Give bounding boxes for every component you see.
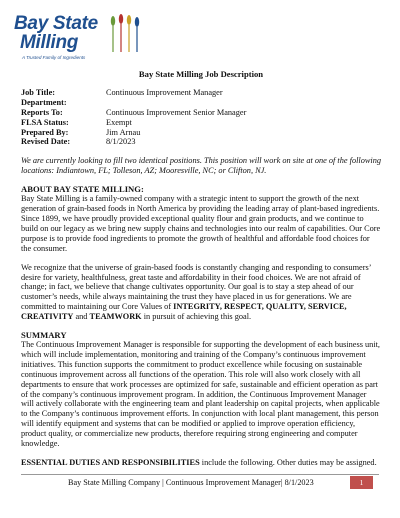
footer-text: Bay State Milling Company | Continuous Improvement Manager| 8/1/2023	[68, 478, 314, 487]
document-body	[21, 70, 381, 468]
job-info-table	[21, 88, 381, 147]
logo-tagline: A Trusted Family of Ingredients	[22, 55, 86, 60]
intro-paragraph: We are currently looking to fill two identical positions. This position will work on site at one of the following locations: Indiantown, FL; Tolleson, AZ; Mooresville, NC; or Clifton, NJ.	[21, 156, 381, 176]
about-paragraph-2-end: in pursuit of achieving this goal.	[141, 312, 252, 322]
duties-paragraph	[21, 458, 381, 468]
company-logo	[14, 12, 144, 62]
job-title-label: Job Title:	[21, 87, 56, 97]
core-value-teamwork: TEAMWORK	[89, 312, 142, 322]
duties-text: include the following. Other duties may be assigned.	[199, 458, 377, 467]
duties-heading: ESSENTIAL DUTIES AND RESPONSIBILITIES	[21, 458, 200, 467]
page-title: Bay State Milling Job Description	[138, 69, 264, 79]
about-paragraph-2	[21, 263, 381, 322]
footer-divider	[21, 474, 379, 475]
revised-date-value: 8/1/2023	[106, 137, 136, 147]
core-values-text: INTEGRITY, RESPECT, QUALITY, SERVICE, CREATIVITY	[21, 302, 347, 322]
prepared-by-label: Prepared By:	[21, 127, 69, 137]
page-number: 1	[350, 476, 373, 489]
flsa-status-value: Exempt	[106, 117, 132, 127]
core-values-and: and	[73, 312, 90, 322]
department-value	[106, 98, 381, 108]
department-label: Department:	[21, 97, 67, 107]
about-paragraph-1: Bay State Milling is a family-owned company with a strategic intent to support the growth of the next generation of grain-based foods in North America by providing the leading array of plant-based ingredients. Since 1899, we have proudly provided exceptional quality flour and grain products, and we continue to build on our legacy as we bring new supply chains and technologies into our realm of capabilities. Our Core purpose is to provide food ingredients to promote the growth of healthful and affordable food choices for the consumer.	[21, 194, 381, 253]
about-heading: ABOUT BAY STATE MILLING:	[21, 184, 144, 195]
reports-to-label: Reports To:	[21, 107, 63, 117]
job-title-value: Continuous Improvement Manager	[106, 87, 223, 97]
logo-line-2: Milling	[20, 32, 79, 53]
about-paragraph-2-text: We recognize that the universe of grain-based foods is constantly changing and responding to consumers’ desire for variety, healthfulness, great taste and affordability in their food choices. We are not afraid of change; in fact, we believe that change cultivates opportunity. Our goal is to stay a step ahead of our customer’s needs, while always maintaining the trust they have placed in us for generations. We are committed to maintaining our Core Values of	[21, 262, 371, 312]
revised-date-label: Revised Date:	[21, 137, 71, 147]
reports-to-value: Continuous Improvement Senior Manager	[106, 107, 247, 117]
wheat-stalks-icon	[108, 12, 144, 54]
flsa-status-label: FLSA Status:	[21, 117, 69, 127]
prepared-by-value: Jim Arnau	[106, 127, 141, 137]
summary-heading: SUMMARY	[21, 330, 67, 341]
summary-paragraph: The Continuous Improvement Manager is responsible for supporting the development of each business unit, which will include implementation, monitoring and training of the Company’s continuous improvement initiatives. This function supports the commitment to product excellence while focusing on sustainable continuous improvement across all functions of the operation. This role will also work closely with all departments to ensure that work processes are optimized for safe, sustainable and efficient operation as part of the company’s continuous improvement program. In addition, the Continuous Improvement Manager will actively collaborate with the engineering team and plant leadership on capital projects, when applicable to the Company’s continuous improvement efforts. In conjunction with local plant management, this person will identify equipment and systems that can be modified or applied to improve operation efficiency, product quality, or commercialize new products, therefore requiring strong engineering and computer knowledge.	[21, 340, 380, 449]
page-footer	[0, 474, 400, 490]
logo-line-1: Bay State	[14, 13, 98, 34]
